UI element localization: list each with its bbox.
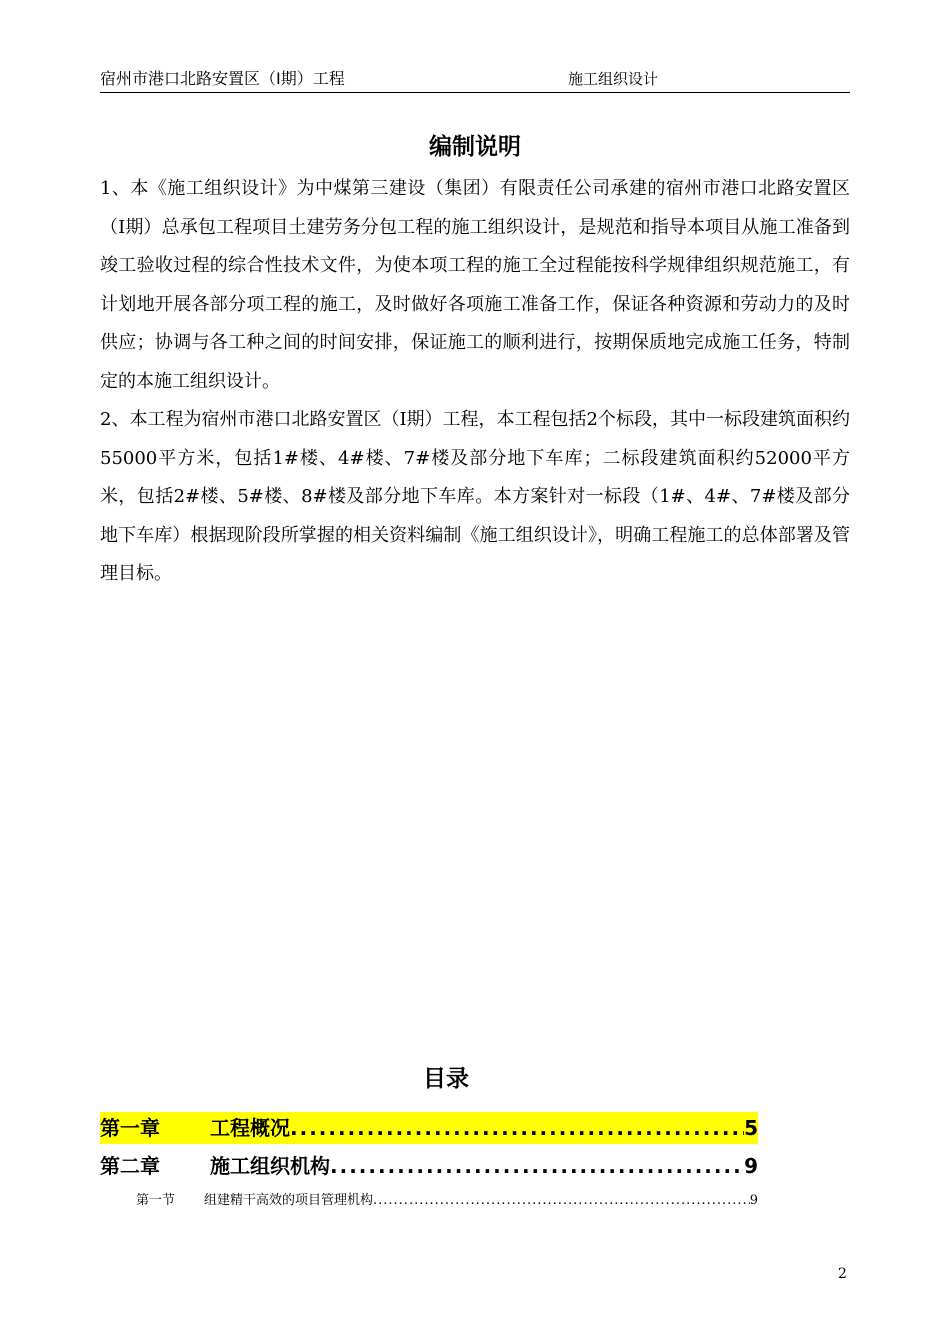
- body-text: [100, 170, 850, 594]
- toc-leader-dots: [330, 1150, 744, 1182]
- toc-leader-dots: [290, 1112, 744, 1144]
- paragraph-1: 1、本《施工组织设计》为中煤第三建设（集团）有限责任公司承建的宿州市港口北路安置区（I期）总承包工程项目土建劳务分包工程的施工组织设计，是规范和指导本项目从施工准备到竣工验收过程的综合性技术文件，为使本项工程的施工全过程能按科学规律组织规范施工，有计划地开展各部分项工程的施工，及时做好各项施工准备工作，保证各种资源和劳动力的及时供应；协调与各工种之间的时间安排，保证施工的顺利进行，按期保质地完成施工任务，特制定的本施工组织设计。: [100, 178, 850, 392]
- page-header: [100, 68, 850, 93]
- toc-entry-number: 第一节: [136, 1193, 176, 1208]
- header-document-type: 施工组织设计: [568, 70, 659, 88]
- page-number: 2: [838, 1266, 847, 1282]
- toc-entry-text: 组建精干高效的项目管理机构: [204, 1193, 374, 1208]
- toc-entry-section-1[interactable]: [136, 1190, 758, 1212]
- toc-entry-page: 5: [744, 1116, 758, 1140]
- header-project-name: 宿州市港口北路安置区（I期）工程: [100, 69, 345, 88]
- toc-entry-text: 工程概况: [210, 1116, 290, 1140]
- toc-entry-page: 9: [749, 1193, 758, 1208]
- toc-entry-text: 施工组织机构: [210, 1154, 330, 1178]
- toc-entry-chapter-1[interactable]: [100, 1112, 758, 1144]
- toc-entry-number: 第一章: [100, 1116, 160, 1140]
- toc-entry-page: 9: [744, 1154, 758, 1178]
- toc-entry-number: 第二章: [100, 1154, 160, 1178]
- toc-entry-chapter-2[interactable]: [100, 1150, 758, 1182]
- toc-leader-dots: [373, 1190, 750, 1212]
- toc-title: 目录: [423, 1066, 469, 1092]
- section-title: 编制说明: [429, 134, 521, 160]
- paragraph-2: 2、本工程为宿州市港口北路安置区（I期）工程，本工程包括2个标段，其中一标段建筑面积约55000平方米，包括1#楼、4#楼、7#楼及部分地下车库；二标段建筑面积约52000平方米，包括2#楼、5#楼、8#楼及部分地下车库。本方案针对一标段（1#、4#、7#楼及部分地下车库）根据现阶段所掌握的相关资料编制《施工组织设计》，明确工程施工的总体部署及管理目标。: [100, 409, 851, 584]
